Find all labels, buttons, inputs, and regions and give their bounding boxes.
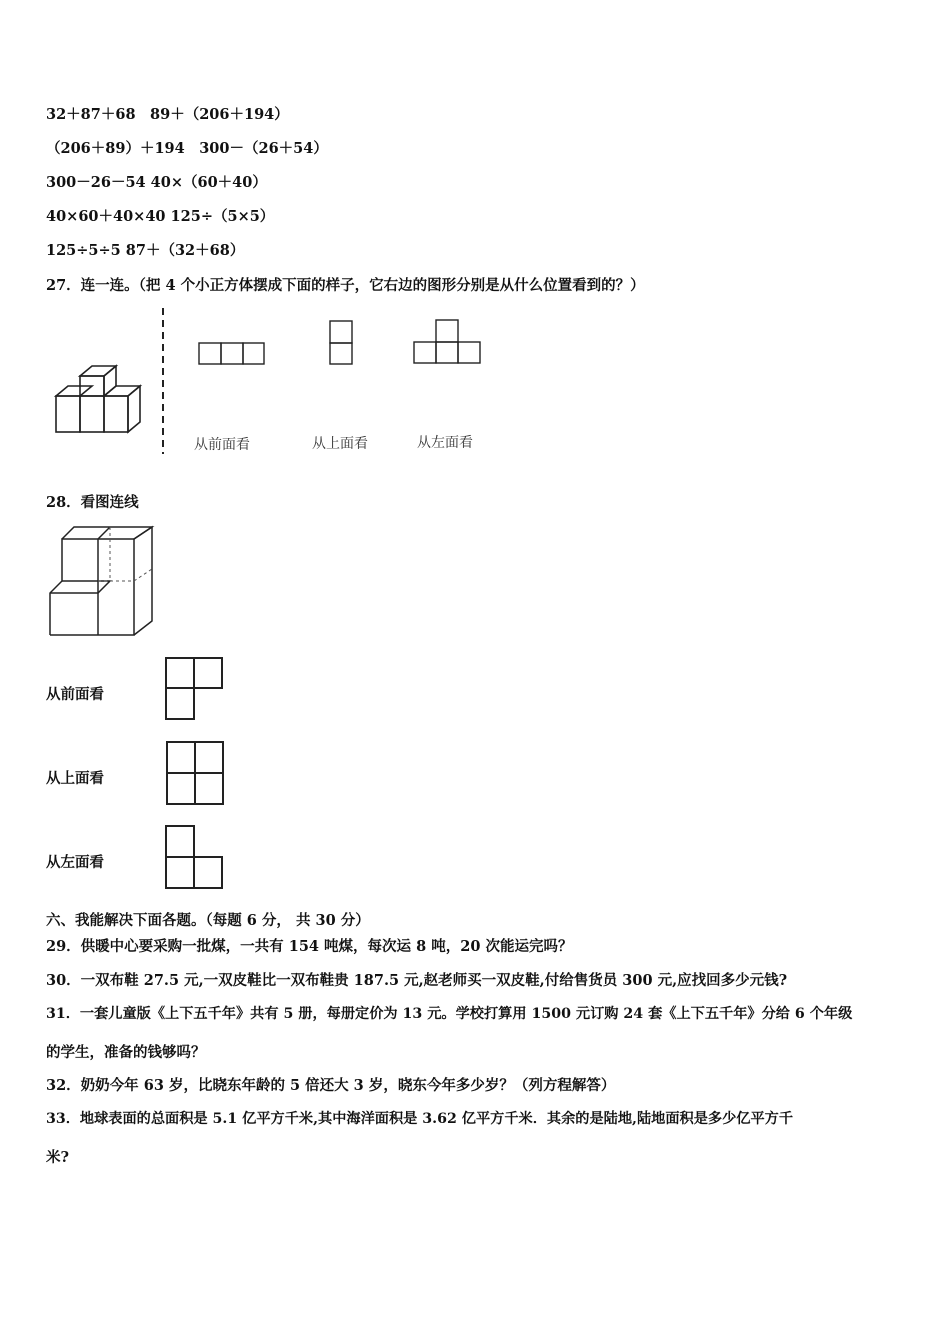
q28-label-top: 从上面看 [46, 770, 104, 787]
question-29: 29．供暖中心要采购一批煤，一共有 154 吨煤，每次运 8 吨，20 次能运完吗？ [46, 938, 573, 955]
question-33-line-2: 米? [46, 1149, 69, 1166]
calc-line-5: 125÷5÷5 87＋（32＋68） [46, 242, 245, 259]
q27-dashed-divider [160, 308, 166, 454]
question-28-title: 28．看图连线 [46, 494, 139, 511]
q27-view-three-row [198, 342, 266, 366]
question-32: 32．奶奶今年 63 岁，比晓东年龄的 5 倍还大 3 岁，晓东今年多少岁？（列方程解答） [46, 1077, 616, 1094]
q27-cube-stack-figure [50, 360, 150, 440]
q28-view-front [164, 656, 226, 722]
q28-label-front: 从前面看 [46, 686, 104, 703]
calc-line-4: 40×60＋40×40 125÷（5×5） [46, 208, 275, 225]
calc-line-1: 32＋87＋68 89＋（206＋194） [46, 106, 289, 123]
q27-caption-left: 从左面看 [417, 435, 473, 451]
question-33-line-1: 33．地球表面的总面积是 5.1 亿平方千米,其中海洋面积是 3.62 亿平方千米．其余的是陆地,陆地面积是多少亿平方千 [46, 1111, 794, 1127]
question-27-text: 27．连一连。（把 4 个小正方体摆成下面的样子，它右边的图形分别是从什么位置看到的？） [46, 277, 645, 294]
q27-view-inverted-t [413, 319, 483, 365]
q27-view-vertical-pair [329, 320, 355, 366]
question-31-line-2: 的学生，准备的钱够吗？ [46, 1044, 206, 1061]
q27-caption-front: 从前面看 [194, 437, 250, 453]
q27-caption-top: 从上面看 [312, 436, 368, 452]
section-6-heading: 六、我能解决下面各题。（每题 6 分， 共 30 分） [46, 912, 370, 929]
calc-line-2: （206＋89）＋194 300－（26＋54） [46, 140, 328, 157]
calc-line-3: 300－26－54 40×（60＋40） [46, 174, 267, 191]
question-30: 30．一双布鞋 27.5 元,一双皮鞋比一双布鞋贵 187.5 元,赵老师买一双皮鞋,付给售货员 300 元,应找回多少元钱? [46, 972, 788, 989]
question-31-line-1: 31．一套儿童版《上下五千年》共有 5 册，每册定价为 13 元。学校打算用 1500 元订购 24 套《上下五千年》分给 6 个年级 [46, 1006, 853, 1022]
q28-view-left [164, 824, 226, 890]
q28-label-left: 从左面看 [46, 854, 104, 871]
q28-block-figure [46, 523, 158, 641]
q28-view-top [165, 740, 227, 806]
